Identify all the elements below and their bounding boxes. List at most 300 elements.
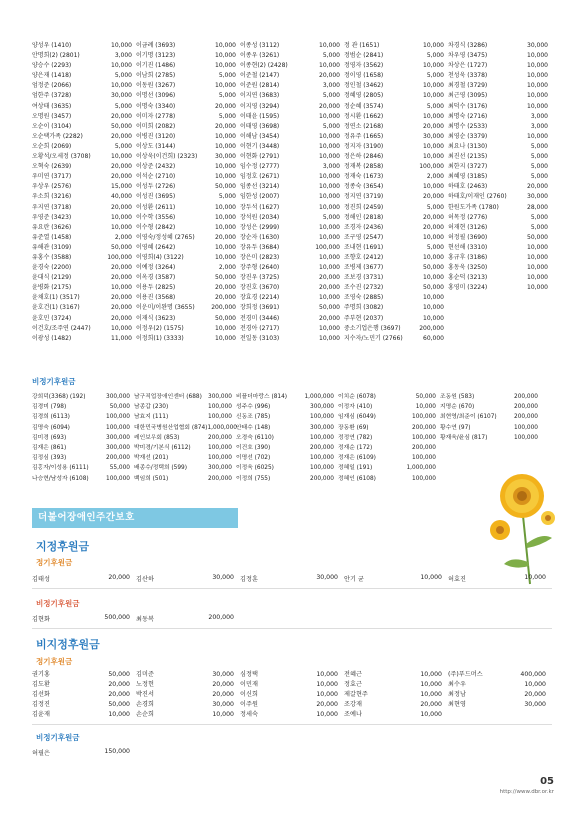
donor-name: 오경숙 (6110) [236, 434, 274, 441]
donation-amount: 30,000 [316, 574, 338, 581]
donation-amount: 1,000,000 [207, 424, 237, 431]
table-row [32, 223, 552, 233]
donor-name: 정재순 (172) [338, 444, 373, 451]
donor-name: 허효진 [448, 576, 466, 583]
donor-entry [440, 443, 542, 453]
donor-entry [448, 253, 552, 263]
donor-entry [344, 91, 448, 101]
donor-entry [344, 263, 448, 273]
section-title-irregular: 비정기후원금 [32, 377, 76, 386]
donor-entry [32, 51, 136, 61]
donation-amount: 10,000 [423, 274, 444, 282]
donor-entry [448, 670, 552, 680]
donor-entry [344, 233, 448, 243]
donor-name: 조보경 (3731) [344, 274, 384, 282]
table-row [32, 142, 552, 152]
donor-entry [32, 334, 136, 344]
donor-name: 정순혜 (3574) [344, 102, 384, 110]
donation-amount: 50,000 [215, 314, 236, 322]
donation-amount: 200,000 [514, 414, 538, 421]
donor-name: 나승현/남성자 (6108) [32, 475, 89, 482]
donation-amount: 200,000 [514, 394, 538, 400]
donor-name: 정지자 (3190) [344, 142, 384, 150]
donor-name: 최현영/최준이 (6107) [440, 414, 497, 421]
donor-name: 박재선 (201) [134, 455, 169, 462]
donor-name: 이태윤 (1595) [240, 112, 280, 120]
donor-name: 최한지 (3727) [448, 163, 488, 171]
donation-amount: 100,000 [412, 434, 436, 441]
donation-amount: 10,000 [527, 132, 548, 140]
donor-entry [32, 443, 134, 453]
donation-amount: 50,000 [423, 264, 444, 272]
donor-entry [448, 71, 552, 81]
donor-entry [136, 273, 240, 283]
donation-amount: 20,000 [108, 574, 130, 581]
donor-name: 홍동욱 (3250) [448, 264, 488, 272]
donation-amount: 10,000 [319, 334, 340, 342]
donor-entry [338, 453, 440, 463]
donor-name: 김현화 [32, 616, 50, 623]
donation-amount: 20,000 [319, 72, 340, 80]
donor-name: 이지영 (3294) [240, 102, 280, 110]
donation-amount: 20,000 [111, 264, 132, 272]
donor-entry [136, 263, 240, 273]
donor-name: 김정훈 [240, 576, 258, 583]
donor-name: 황재욱/윤심 (817) [440, 434, 488, 441]
donor-name: 하태호 (2463) [448, 183, 488, 191]
donor-name: 이용두 (2825) [136, 284, 176, 292]
donor-entry [344, 61, 448, 71]
donor-name: 김미준 [136, 671, 154, 678]
donation-amount: 50,000 [215, 183, 236, 191]
donor-name: 이정희(1) (3333) [136, 334, 184, 342]
donor-entry [136, 81, 240, 91]
donor-name: 김윤재 [32, 711, 50, 719]
donor-entry [136, 253, 240, 263]
donation-amount: 5,000 [114, 102, 132, 110]
donor-entry [32, 162, 136, 172]
donor-name: 정해인 (2818) [344, 213, 384, 221]
donor-name: 이수형 (2842) [136, 223, 176, 231]
donor-name: 정세숙 [240, 711, 258, 719]
donor-entry [240, 303, 344, 313]
donation-amount: 10,000 [423, 62, 444, 70]
donor-name: 윤병화 (2175) [32, 284, 72, 292]
donor-name: 이정욱 (6025) [236, 465, 274, 472]
donation-amount: 20,000 [108, 681, 130, 689]
donor-name: 이준원 (2814) [240, 82, 280, 90]
donor-name: 김홍자/이성용 (6111) [32, 465, 89, 472]
donor-name: 정유주 (1665) [344, 132, 384, 140]
donor-entry [448, 303, 552, 313]
donation-amount: 30,000 [527, 193, 548, 201]
donor-name: 이명선 (702) [236, 455, 271, 462]
footer-url: http://www.dbr.or.kr [499, 789, 554, 795]
donation-amount: 5,000 [426, 52, 444, 60]
donor-entry [32, 433, 134, 443]
donor-entry [32, 474, 134, 484]
donor-entry [236, 443, 338, 453]
donor-entry [240, 293, 344, 303]
donor-name: 이영희(4) (3122) [136, 253, 184, 261]
divider [32, 588, 552, 589]
donor-entry [240, 213, 344, 223]
table-row [32, 213, 552, 223]
donation-amount: 10,000 [423, 304, 444, 312]
donor-entry [236, 412, 338, 422]
donor-grid-regular [32, 41, 552, 344]
donor-entry [240, 690, 344, 700]
donor-entry [136, 293, 240, 303]
donor-name: 홍순덕 (3213) [448, 274, 488, 282]
donation-amount: 50,000 [109, 404, 130, 411]
donor-entry [32, 412, 134, 422]
donation-amount: 10,000 [319, 294, 340, 302]
donation-amount: 5,000 [218, 193, 236, 201]
donor-entry [136, 334, 240, 344]
donation-amount: 50,000 [111, 122, 132, 130]
donor-name: 이용진 (3568) [136, 294, 176, 302]
donor-entry [448, 710, 552, 720]
donor-entry [448, 142, 552, 152]
donor-name: 이수학 (3556) [136, 213, 176, 221]
donor-name: 정재숙 (1673) [344, 173, 384, 181]
donation-amount: 10,000 [319, 183, 340, 191]
donor-name: 정진희 (2459) [344, 203, 384, 211]
donor-name: 남효지 (111) [134, 414, 169, 421]
donor-name: 주명희 (3082) [344, 304, 384, 312]
donation-amount: 20,000 [111, 203, 132, 211]
donor-entry [448, 680, 552, 690]
donation-amount: 10,000 [316, 711, 338, 719]
donation-amount: 20,000 [524, 691, 546, 699]
donor-entry [448, 61, 552, 71]
donor-entry [440, 433, 542, 443]
donor-entry [236, 433, 338, 443]
donor-name: 이정자 (410) [338, 404, 373, 411]
donation-amount: 30,000 [212, 671, 234, 678]
donation-amount: 10,000 [215, 173, 236, 181]
donation-amount: 5,000 [530, 142, 548, 150]
donor-entry [32, 102, 136, 112]
donor-name: 안명희(2) (2801) [32, 52, 80, 60]
donor-entry [32, 453, 134, 463]
donation-amount: 10,000 [215, 132, 236, 140]
donation-amount: 10,000 [420, 711, 442, 719]
donation-amount: 300,000 [310, 404, 334, 411]
donation-amount: 50,000 [108, 701, 130, 709]
section-a-subtitle2: 비정기후원금 [36, 599, 80, 608]
donor-name: 이해남 (3454) [240, 132, 280, 140]
donation-amount: 300,000 [208, 394, 232, 400]
donor-name: 레인보우회 (853) [134, 434, 180, 441]
donation-amount: 10,000 [420, 574, 442, 581]
donation-amount: 100,000 [106, 424, 130, 431]
donation-amount: 200,000 [211, 304, 236, 312]
donation-amount: 20,000 [111, 132, 132, 140]
donation-amount: 10,000 [319, 153, 340, 161]
donor-name: 윤경숙 (2200) [32, 264, 72, 272]
donation-amount: 20,000 [111, 274, 132, 282]
donation-amount: 10,000 [111, 324, 132, 332]
donor-entry [240, 51, 344, 61]
donor-entry [240, 324, 344, 334]
donor-name: 조내현 (1691) [344, 243, 384, 251]
donor-name: 조예나 [344, 711, 362, 719]
donor-entry [448, 700, 552, 710]
donor-name: 이기명 (3123) [136, 52, 176, 60]
donor-name: 성주수 (996) [236, 404, 271, 411]
donor-entry [136, 314, 240, 324]
donor-entry [240, 172, 344, 182]
donor-entry [136, 142, 240, 152]
donor-entry [448, 233, 552, 243]
donation-amount: 100,000 [208, 455, 232, 462]
table-row [32, 463, 552, 473]
table-row [32, 710, 552, 720]
donor-name: 안태수 (148) [236, 424, 271, 431]
donor-entry [136, 152, 240, 162]
donor-name: 최근영 (3095) [448, 92, 488, 100]
section-a-title: 지정후원금 [36, 540, 90, 553]
table-row [32, 433, 552, 443]
donation-amount: 20,000 [215, 102, 236, 110]
table-row [32, 700, 552, 710]
donor-entry [448, 152, 552, 162]
donation-amount: 200,000 [310, 444, 334, 451]
donation-amount: 20,000 [423, 122, 444, 130]
donor-name: 이민재 [240, 681, 258, 689]
donor-name: 천성욱 (3378) [448, 72, 488, 80]
donor-name: 남종갑 (230) [134, 404, 169, 411]
page-number: 05 [540, 776, 554, 787]
donation-amount: 20,000 [215, 294, 236, 302]
donor-name: 이동원 (3267) [136, 82, 176, 90]
donor-name: 이치순 (6078) [338, 394, 376, 400]
donor-name: 이준철 (2147) [240, 72, 280, 80]
donation-amount: 10,000 [316, 681, 338, 689]
donor-name: 이병진 (3120) [136, 132, 176, 140]
donation-amount: 200,000 [310, 475, 334, 482]
donor-entry [136, 574, 240, 584]
donation-amount: 10,000 [319, 253, 340, 261]
donor-name: 지명순 (670) [440, 404, 475, 411]
donor-name: 양은재 (1418) [32, 72, 72, 80]
donor-entry [32, 91, 136, 101]
donor-name: 양승수 (2293) [32, 62, 72, 70]
donation-amount: 10,000 [215, 203, 236, 211]
donor-name: 최명숙 (2716) [448, 112, 488, 120]
donation-amount: 10,000 [420, 681, 442, 689]
donor-name: 강희덕(3368) (192) [32, 394, 86, 400]
donation-amount: 1,000,000 [304, 394, 334, 400]
donor-name: 허목정 (2776) [448, 213, 488, 221]
donor-name: 최경철 (3729) [448, 82, 488, 90]
divider [32, 724, 552, 725]
donation-amount: 50,000 [527, 233, 548, 241]
donor-name: 최현영 [448, 701, 466, 709]
donor-entry [134, 423, 236, 433]
donor-entry [448, 172, 552, 182]
donation-amount: 50,000 [319, 304, 340, 312]
donor-entry [344, 253, 448, 263]
donation-amount: 5,000 [218, 92, 236, 100]
donor-entry [448, 41, 552, 51]
donor-entry [32, 203, 136, 213]
donation-amount: 10,000 [527, 82, 548, 90]
donor-name: 임종선 (3214) [240, 183, 280, 191]
donor-entry [344, 223, 448, 233]
donor-entry [240, 314, 344, 324]
donation-amount: 30,000 [527, 42, 548, 49]
donor-entry [338, 412, 440, 422]
donor-name: 장진호 (3670) [240, 284, 280, 292]
donor-entry [344, 112, 448, 122]
donor-entry [448, 112, 552, 122]
donor-name: 임한성 (2007) [240, 193, 280, 201]
donor-entry [240, 233, 344, 243]
donor-entry [136, 700, 240, 710]
donor-entry [448, 293, 552, 303]
donor-name: 전일동 (3103) [240, 334, 280, 342]
donor-name: 이현기 (3448) [240, 142, 280, 150]
donor-entry [236, 402, 338, 412]
donor-entry [448, 81, 552, 91]
donation-amount: 20,000 [111, 112, 132, 120]
donor-name: 오황석/오세정 (3708) [32, 153, 91, 161]
donation-amount: 200,000 [208, 434, 232, 441]
donor-entry [136, 182, 240, 192]
donor-name: 우소희 (3216) [32, 193, 72, 201]
donation-amount: 20,000 [316, 701, 338, 709]
donor-entry [240, 192, 344, 202]
donor-entry [240, 71, 344, 81]
donation-amount: 5,000 [426, 203, 444, 211]
donor-name: 정효근 [344, 681, 362, 689]
donor-entry [32, 402, 134, 412]
donor-entry [32, 81, 136, 91]
table-row [32, 172, 552, 182]
donor-name: 우미연 (3717) [32, 173, 72, 181]
donation-amount: 10,000 [423, 153, 444, 161]
donor-entry [344, 574, 448, 584]
donor-name: 여상태 (3635) [32, 102, 72, 110]
donor-name: 정재은 (6109) [338, 455, 376, 462]
donation-amount: 10,000 [423, 42, 444, 49]
section-a-subtitle: 정기후원금 [36, 558, 73, 567]
donor-entry [240, 203, 344, 213]
donation-amount: 200,000 [514, 404, 538, 411]
donation-amount: 10,000 [111, 153, 132, 161]
donor-name: 윤대식 (2129) [32, 274, 72, 282]
donor-name: 최요나 (3130) [448, 142, 488, 150]
donor-entry [134, 453, 236, 463]
donor-name: 오명원 (3457) [32, 112, 72, 120]
donor-entry [240, 243, 344, 253]
donation-amount: 5,000 [426, 102, 444, 110]
donation-amount: 400,000 [520, 671, 546, 678]
donor-name: 중소기업은행 (3697) [344, 324, 401, 332]
donor-entry [344, 273, 448, 283]
donor-entry [136, 670, 240, 680]
donor-name: 장효경 (2214) [240, 294, 280, 302]
donor-entry [338, 474, 440, 484]
donation-amount: 10,000 [527, 243, 548, 251]
donor-name: 이상준 (2432) [136, 163, 176, 171]
donor-entry [240, 61, 344, 71]
table-row [32, 243, 552, 253]
donor-name: 이성두 (2726) [136, 183, 176, 191]
donor-entry [240, 41, 344, 51]
donor-name: 최동복 [136, 616, 154, 623]
donor-name: 이영혜 (2642) [136, 243, 176, 251]
donor-entry [448, 51, 552, 61]
donor-entry [344, 324, 448, 334]
donation-amount: 3,000 [530, 122, 548, 130]
donor-entry [344, 314, 448, 324]
donation-amount: 100,000 [514, 434, 538, 441]
table-row [32, 273, 552, 283]
donor-entry [240, 334, 344, 344]
donor-name: 전혜근 [344, 671, 362, 678]
donor-name: 손순희 [136, 711, 154, 719]
donation-amount: 200,000 [419, 324, 444, 332]
donation-amount: 20,000 [111, 294, 132, 302]
donation-amount: 100,000 [412, 475, 436, 482]
donor-name: 박진서 [136, 691, 154, 699]
donor-name: 차경식 (3286) [448, 42, 488, 49]
donation-amount: 10,000 [423, 233, 444, 241]
donation-amount: 20,000 [108, 691, 130, 699]
table-row [32, 423, 552, 433]
donor-name: 이영숙/정성혜 (2765) [136, 233, 195, 241]
donor-entry [136, 162, 240, 172]
donor-entry [448, 314, 552, 324]
donation-amount: 5,000 [114, 142, 132, 150]
donor-entry [344, 710, 448, 720]
donor-name: (주)푸드머스 [448, 671, 483, 678]
donation-amount: 20,000 [319, 284, 340, 292]
donor-name: 신동조 (785) [236, 414, 271, 421]
donor-entry [32, 748, 136, 758]
donation-amount: 10,000 [420, 691, 442, 699]
donor-entry [32, 273, 136, 283]
donor-name: 엄정준 (2066) [32, 82, 72, 90]
donor-entry [136, 213, 240, 223]
donation-amount: 10,000 [420, 671, 442, 678]
donor-name: 조구영 (2547) [344, 233, 384, 241]
donor-entry [344, 334, 448, 344]
donor-name: 장유두 (3684) [240, 243, 280, 251]
donation-amount: 5,000 [530, 173, 548, 181]
donor-entry [32, 700, 136, 710]
donor-entry [344, 182, 448, 192]
donor-entry [32, 182, 136, 192]
donor-entry [344, 213, 448, 223]
donation-amount: 5,000 [426, 243, 444, 251]
table-row [32, 253, 552, 263]
donor-name: 대한민국병원산업협회 (874) [134, 424, 208, 431]
donor-entry [32, 61, 136, 71]
donor-name: 유준열 (1458) [32, 233, 72, 241]
donor-entry [134, 402, 236, 412]
section-b-grid [32, 670, 552, 720]
donor-entry [32, 41, 136, 51]
donor-entry [136, 223, 240, 233]
table-row [32, 41, 552, 51]
donor-entry [448, 243, 552, 253]
donor-entry [338, 392, 440, 402]
